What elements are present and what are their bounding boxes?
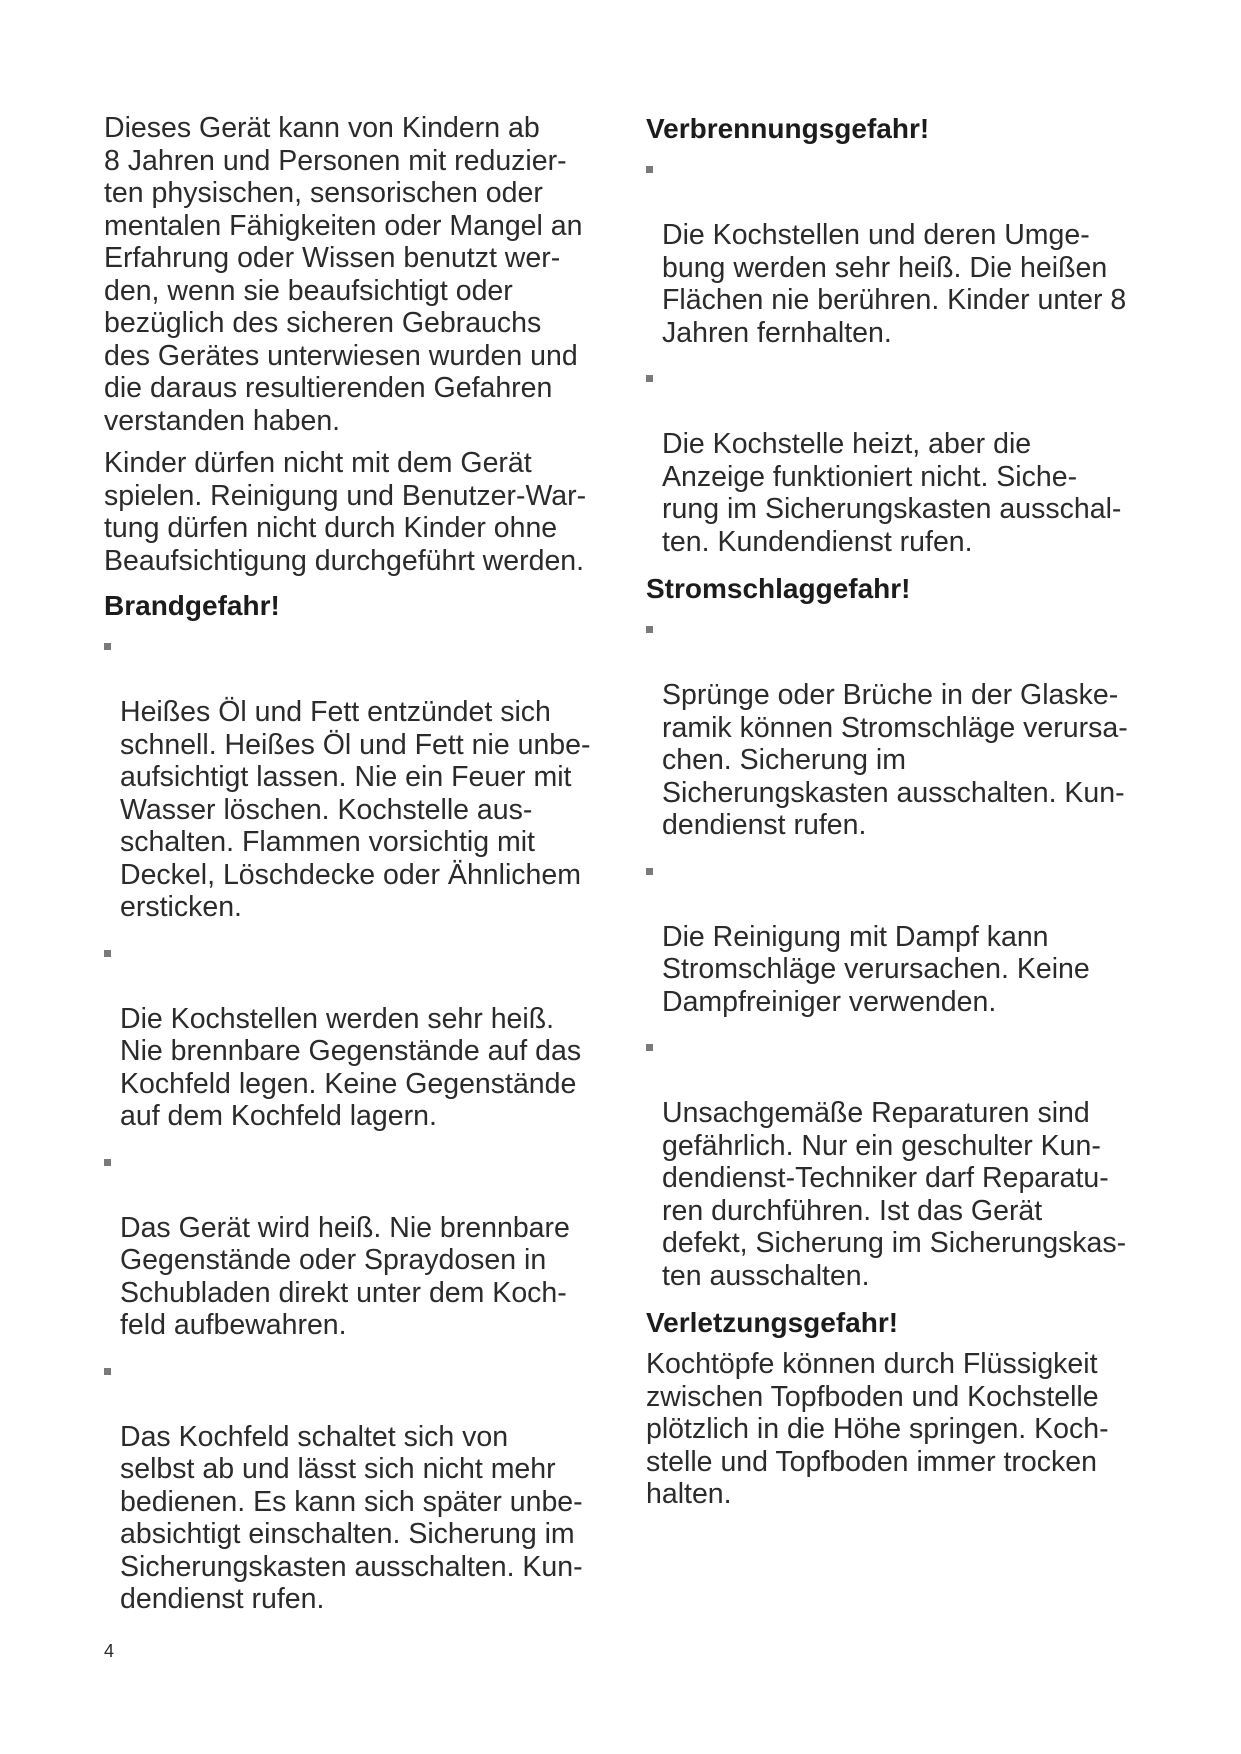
list-item-text: Heißes Öl und Fett entzündet sich schnell. Heißes Öl und Fett nie unbe- aufsichtigt lassen. Nie ein Feuer mit Wasser löschen. Kochstelle aus- schalten. Flammen vorsichtig mit Deckel, Löschdecke oder Ähnlichem ersticken. (120, 696, 591, 923)
square-bullet-icon (104, 1368, 111, 1375)
burn-hazard-list (646, 154, 1166, 558)
right-column (646, 112, 1166, 1521)
list-item-text: Die Reinigung mit Dampf kann Stromschläge verursachen. Keine Dampfreiniger verwenden. (662, 920, 1090, 1018)
left-column (104, 112, 624, 1630)
square-bullet-icon (646, 166, 653, 173)
fire-hazard-heading: Brandgefahr! (104, 590, 280, 621)
list-item-text: Die Kochstellen werden sehr heiß. Nie brennbare Gegenstände auf das Kochfeld legen. Keine Gegenstände auf dem Kochfeld lagern. (120, 1002, 582, 1132)
square-bullet-icon (646, 375, 653, 382)
list-item (104, 1147, 624, 1342)
fire-hazard-list (104, 631, 624, 1616)
burn-hazard-heading: Verbrennungsgefahr! (646, 113, 930, 144)
list-item (646, 614, 1166, 842)
square-bullet-icon (104, 1159, 111, 1166)
square-bullet-icon (646, 626, 653, 633)
electric-shock-list (646, 614, 1166, 1292)
list-item (646, 1032, 1166, 1292)
list-item (104, 631, 624, 924)
square-bullet-icon (104, 643, 111, 650)
list-item (646, 154, 1166, 349)
list-item-text: Die Kochstellen und deren Umge- bung werden sehr heiß. Die heißen Flächen nie berühren. Kinder unter 8 Jahren fernhalten. (662, 219, 1127, 349)
list-item (104, 1356, 624, 1616)
injury-hazard-paragraph: Kochtöpfe können durch Flüssigkeit zwischen Topfboden und Kochstelle plötzlich in die Höhe springen. Koch- stelle und Topfboden immer trocken halten. (646, 1348, 1109, 1510)
list-item-text: Das Kochfeld schaltet sich von selbst ab und lässt sich nicht mehr bedienen. Es kann sich später unbe- absichtigt einschalten. Sicherung im Sicherungskasten ausschalten. Kun- dendienst rufen. (120, 1420, 583, 1615)
page-number: 4 (104, 1641, 115, 1661)
list-item (104, 938, 624, 1133)
intro-paragraph-2: Kinder dürfen nicht mit dem Gerät spielen. Reinigung und Benutzer-War- tung dürfen nicht durch Kinder ohne Beaufsichtigung durchgeführt werden. (104, 447, 587, 577)
intro-paragraph-1: Dieses Gerät kann von Kindern ab 8 Jahren und Personen mit reduzier- ten physischen, sensorischen oder mentalen Fähigkeiten oder Mangel an Erfahrung oder Wissen benutzt wer- den, wenn sie beaufsichtigt oder bezüglich des sicheren Gebrauchs des Gerätes unterwiesen wurden und die daraus resultierenden Gefahren verstanden haben. (104, 112, 583, 437)
electric-shock-heading: Stromschlaggefahr! (646, 573, 911, 604)
injury-hazard-heading: Verletzungsgefahr! (646, 1307, 899, 1338)
square-bullet-icon (104, 950, 111, 957)
list-item-text: Die Kochstelle heizt, aber die Anzeige funktioniert nicht. Siche- rung im Sicherungskasten ausschal- ten. Kundendienst rufen. (662, 428, 1122, 558)
list-item (646, 856, 1166, 1019)
list-item-text: Das Gerät wird heiß. Nie brennbare Gegenstände oder Spraydosen in Schubladen direkt unter dem Koch- feld aufbewahren. (120, 1211, 570, 1341)
list-item-text: Unsachgemäße Reparaturen sind gefährlich. Nur ein geschulter Kun- dendienst-Techniker darf Reparatu- ren durchführen. Ist das Gerät defekt, Sicherung im Sicherungskas- ten ausschalten. (662, 1097, 1127, 1292)
list-item-text: Sprünge oder Brüche in der Glaske- ramik können Stromschläge verursa- chen. Sicherung im Sicherungskasten ausschalten. Kun- dendienst rufen. (662, 679, 1128, 841)
list-item (646, 363, 1166, 558)
square-bullet-icon (646, 868, 653, 875)
square-bullet-icon (646, 1044, 653, 1051)
